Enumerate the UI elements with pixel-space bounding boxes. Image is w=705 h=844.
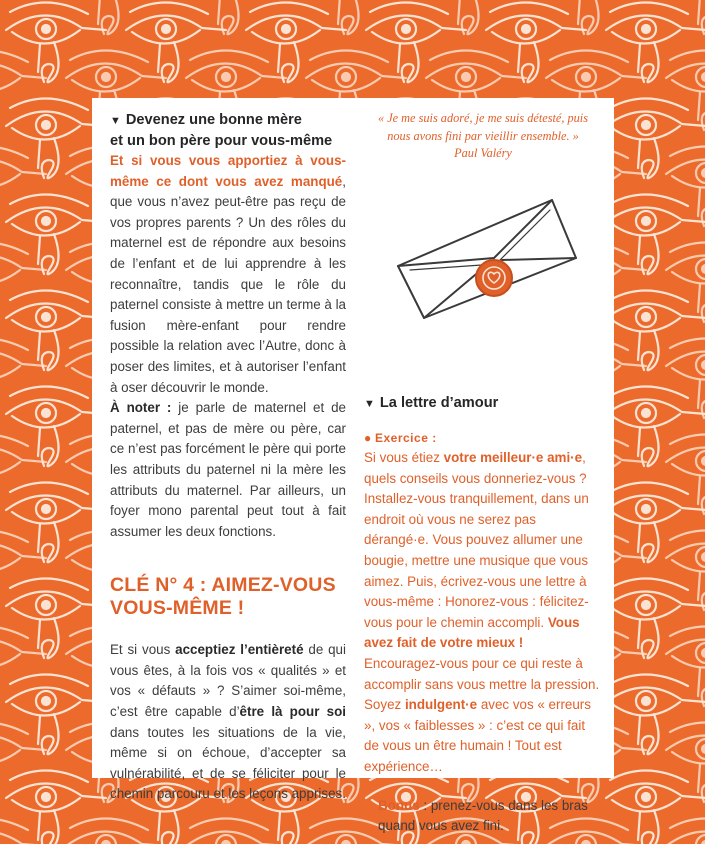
note-label: À noter :: [110, 400, 172, 416]
content-panel: [92, 98, 614, 834]
bonus-text: Bonus : prenez-vous dans les bras quand vous avez fini.: [378, 797, 588, 834]
triangle-bullet-icon: ▼: [364, 397, 375, 410]
exercise-text: Si vous étiez votre meilleur·e ami·e, quels conseils vous donneriez-vous ? Installez-vous tranquillement, dans un endroit où vous ne serez pas dérangé·e. Vous pouvez allumer une bougie, mettre une musique que vous aimez. Puis, écrivez-vous une lettre à vous-même : Honorez-vous : félicitez-vous pour le chemin accompli. Vous avez fait de votre mieux ! Encouragez-vous pour ce qui reste à accomplir sans vous mettre la pression. Soyez indulgent·e avec vos « erreurs », vos « faiblesses » : c’est ce qui fait de vous un être humain ! Tout est expérience…: [364, 450, 600, 774]
section-heading-love-letter: ▼ La lettre d’amour: [364, 394, 499, 411]
left-column: [110, 110, 346, 805]
triangle-bullet-icon: ▼: [110, 115, 121, 127]
wax-seal: [476, 260, 512, 296]
right-column: [364, 110, 602, 837]
paragraph-self-love: Et si vous acceptiez l’entièreté de qui vous êtes, à la fois vos « qualités » et vos « défauts » ? S’aimer soi-même, c’est être capable d’être là pour soi dans toutes les situations de la vie, même si on échoue, d’accepter sa vulnérabilité, et de se féliciter pour le chemin parcouru et les leçons apprises.: [110, 642, 346, 802]
envelope-with-heart-seal-icon: [384, 194, 584, 322]
key-heading: CLÉ N° 4 : AIMEZ-VOUS VOUS-MÊME !: [110, 574, 336, 620]
circle-bullet-icon: ●: [364, 430, 372, 445]
section-heading-good-parent: ▼ Devenez une bonne mère et un bon père pour vous-même: [110, 112, 333, 149]
exercise-label: ● Exercice :: [364, 430, 437, 445]
paragraph-parenting: Et si vous vous apportiez à vous-même ce dont vous avez manqué, que vous n’avez peut-être pas reçu de vos propres parents ? Un des rôles du maternel est de répondre aux besoins de l’enfant et de lui apprendre à les reconnaître, tandis que le rôle du paternel consiste à mettre un terme à la fusion mère-enfant pour rendre possible la relation avec l’Autre, donc à poser des limites, et à autoriser l’enfant à oser découvrir le monde.: [110, 153, 346, 395]
quote-author: Paul Valéry: [454, 146, 512, 160]
paragraph-note: À noter : je parle de maternel et de paternel, et pas de mère ou père, car ce n’est pas forcément le père qui porte les attributs du paternel ni la mère les attributs du maternel. Par ailleurs, un foyer mono parental peut tout à fait assumer les deux fonctions.: [110, 400, 346, 539]
highlight-text: Et si vous vous apportiez à vous-même ce dont vous avez manqué: [110, 153, 346, 189]
quote: « Je me suis adoré, je me suis détesté, puis nous avons fini par vieillir ensemble. » Paul Valéry: [377, 111, 589, 160]
